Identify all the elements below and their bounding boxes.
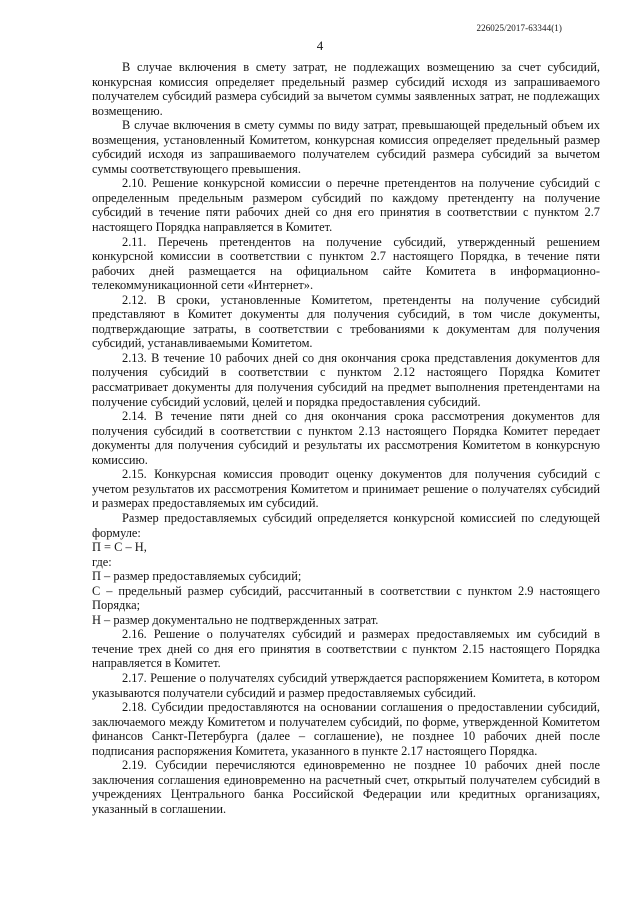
paragraph-2-16: 2.16. Решение о получателях субсидий и размерах предоставляемых им субсидий в течение трех дней со дня его принятия в соответствии с пунктом 2.15 настоящего Порядка направляется в Комитет. <box>92 627 600 671</box>
paragraph-excluded-costs: В случае включения в смету затрат, не подлежащих возмещению за счет субсидий, конкурсная комиссия определяет предельный размер субсидий исходя из запрашиваемого получателем субсидий размера субсидий за вычетом суммы заявленных затрат, не подлежащих возмещению. <box>92 60 600 118</box>
formula-definition-c: С – предельный размер субсидий, рассчитанный в соответствии с пунктом 2.9 настоящего Порядка; <box>92 583 600 613</box>
formula-definition-p: П – размер предоставляемых субсидий; <box>92 569 302 584</box>
page-number: 4 <box>316 38 324 53</box>
paragraph-2-14: 2.14. В течение пяти дней со дня окончания срока рассмотрения документов для получения субсидий в соответствии с пунктом 2.13 настоящего Порядка Комитет передает документы для получения субсидий и результаты их рассмотрения Комитетом в конкурсную комиссию. <box>92 409 600 467</box>
formula-where: где: <box>92 554 112 569</box>
paragraph-formula-intro: Размер предоставляемых субсидий определяется конкурсной комиссией по следующей формуле: <box>92 510 600 540</box>
paragraph-2-15: 2.15. Конкурсная комиссия проводит оценку документов для получения субсидий с учетом результатов их рассмотрения Комитетом и принимает решение о получателях субсидий и размерах предоставляемых им субсидий. <box>92 467 600 511</box>
document-body <box>92 60 600 816</box>
document-id: 226025/2017-63344(1) <box>476 23 562 33</box>
paragraph-2-19: 2.19. Субсидии перечисляются единовременно не позднее 10 рабочих дней после заключения соглашения единовременно на расчетный счет, открытый получателем субсидий в учреждениях Центрального банка Российской Федерации или кредитных организациях, указанный в соглашении. <box>92 758 600 816</box>
formula: П = С – Н, <box>92 540 147 555</box>
paragraph-excess-costs: В случае включения в смету суммы по виду затрат, превышающей предельный объем их возмещения, установленный Комитетом, конкурсная комиссия определяет предельный размер субсидий исходя из запрашиваемого получателем субсидий размера субсидий за вычетом суммы соответствующего превышения. <box>92 118 600 176</box>
paragraph-2-10: 2.10. Решение конкурсной комиссии о перечне претендентов на получение субсидий с определенным предельным размером субсидий по каждому претенденту на получение субсидий в течение пяти рабочих дней со дня его принятия в соответствии с пунктом 2.7 настоящего Порядка направляется в Комитет. <box>92 176 600 235</box>
paragraph-2-18: 2.18. Субсидии предоставляются на основании соглашения о предоставлении субсидий, заключаемого между Комитетом и получателем субсидий, по форме, утвержденной Комитетом финансов Санкт-Петербурга (далее – соглашение), не позднее 10 рабочих дней после подписания распоряжения Комитета, указанного в пункте 2.17 настоящего Порядка. <box>92 700 600 758</box>
paragraph-2-12: 2.12. В сроки, установленные Комитетом, претенденты на получение субсидий представляют в Комитет документы для получения субсидий, в том числе документы, подтверждающие затраты, в соответствии с требованиями к документам для получения субсидий, устанавливаемыми Комитетом. <box>92 292 600 351</box>
paragraph-2-11: 2.11. Перечень претендентов на получение субсидий, утвержденный решением конкурсной комиссии в соответствии с пунктом 2.7 настоящего Порядка, в течение пяти рабочих дней размещается на официальном сайте Комитета в информационно-телекоммуникационной сети «Интернет». <box>92 234 600 293</box>
paragraph-2-17: 2.17. Решение о получателях субсидий утверждается распоряжением Комитета, в котором указываются получатели субсидий и размер предоставляемых субсидий. <box>92 670 600 700</box>
paragraph-2-13: 2.13. В течение 10 рабочих дней со дня окончания срока представления документов для получения субсидий в соответствии с пунктом 2.12 настоящего Порядка Комитет рассматривает документы для получения субсидий на предмет выполнения претендентами на получение субсидий условий, целей и порядка предоставления субсидий. <box>92 350 600 409</box>
formula-definition-n: Н – размер документально не подтвержденных затрат. <box>92 612 379 627</box>
